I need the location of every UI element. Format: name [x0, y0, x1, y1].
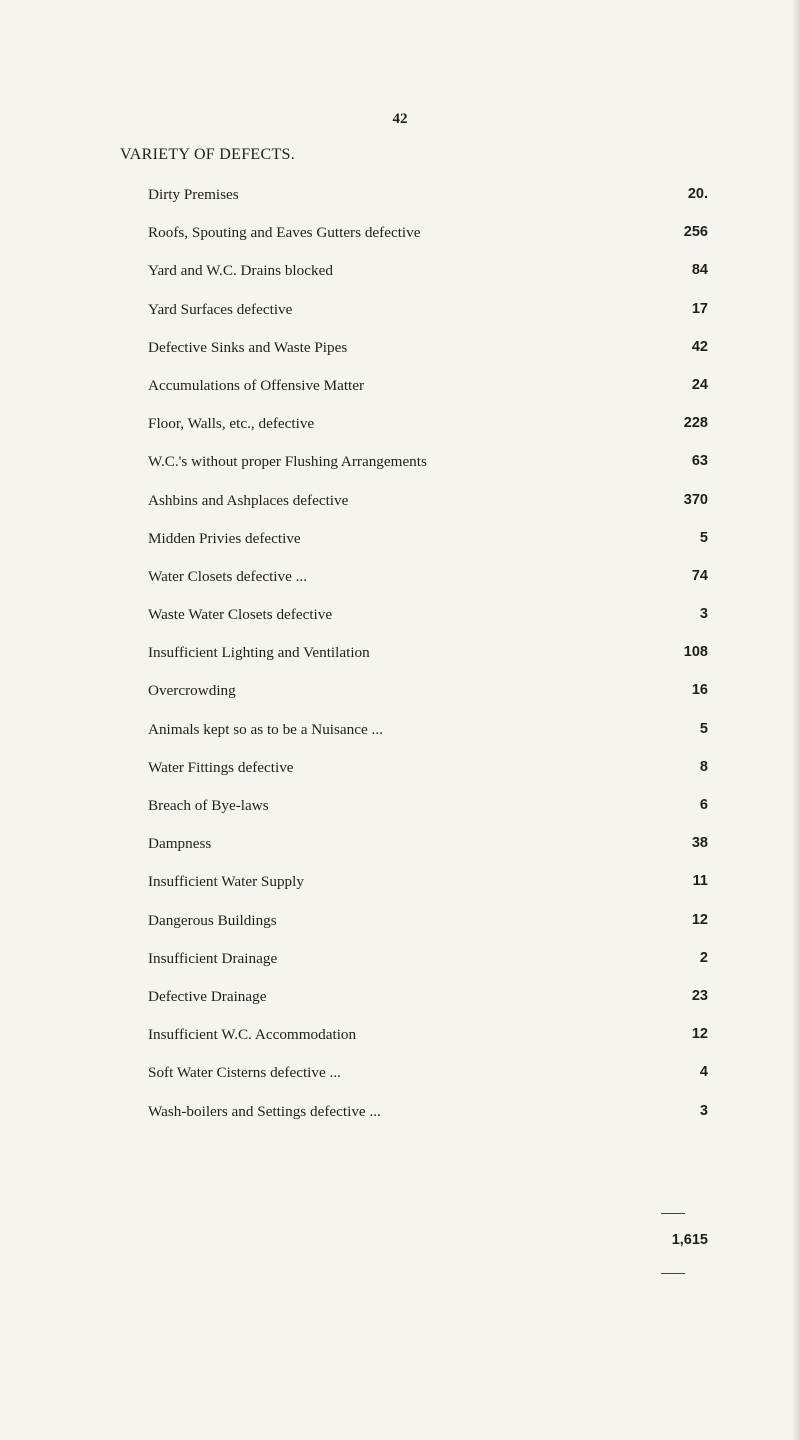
defect-count: 256: [683, 224, 708, 241]
defect-row: [148, 224, 708, 262]
defect-label: Defective Sinks and Waste Pipes: [148, 338, 348, 356]
defect-count: 108: [683, 644, 708, 661]
defect-row: [148, 453, 708, 491]
defect-row: [148, 759, 708, 797]
defect-count: 84: [691, 262, 708, 279]
defect-label: Ashbins and Ashplaces defective: [148, 491, 349, 509]
defect-count: 42: [691, 338, 708, 355]
defect-label: Water Closets defective ...: [148, 567, 308, 585]
defect-row: [148, 873, 708, 911]
defect-row: [148, 186, 708, 224]
defect-row: [148, 644, 708, 682]
defect-count: 17: [691, 300, 708, 317]
defect-label: Animals kept so as to be a Nuisance ...: [148, 720, 383, 738]
defect-row: [148, 492, 708, 530]
defect-row: [148, 682, 708, 720]
page-edge-shadow: [792, 0, 800, 1440]
defect-row: [148, 1103, 708, 1141]
defect-count: 12: [691, 911, 708, 928]
total-rule-top: [661, 1213, 685, 1214]
defect-label: Insufficient Drainage: [148, 949, 278, 967]
defect-count: 2: [699, 949, 708, 966]
defect-count: 228: [683, 415, 708, 432]
defect-count: 3: [699, 1102, 708, 1119]
defect-count: 6: [699, 797, 708, 813]
defect-count: 3: [699, 606, 708, 623]
defect-row: [148, 301, 708, 339]
total-rule-bottom: [661, 1273, 685, 1274]
defect-label: Overcrowding: [148, 682, 236, 700]
page-number: 42: [392, 111, 408, 127]
section-title: VARIETY OF DEFECTS.: [120, 146, 296, 163]
defect-label: Dirty Premises: [148, 186, 239, 203]
defect-row: [148, 950, 708, 988]
defect-row: [148, 606, 708, 644]
defect-count: 24: [691, 376, 708, 393]
defect-count: 8: [699, 758, 708, 775]
defect-label: Yard Surfaces defective: [148, 300, 293, 318]
defect-row: [148, 797, 708, 835]
defect-count: 16: [691, 682, 708, 699]
defect-count: 63: [691, 453, 708, 470]
defect-count: 5: [699, 720, 708, 737]
defect-label: Water Fittings defective: [148, 758, 294, 776]
defect-label: Wash-boilers and Settings defective ...: [148, 1102, 381, 1120]
defect-label: Insufficient Water Supply: [148, 873, 304, 891]
defect-label: Soft Water Cisterns defective ...: [148, 1064, 341, 1082]
defects-list: [148, 186, 708, 1141]
defect-row: [148, 1026, 708, 1064]
defect-count: 12: [691, 1026, 708, 1043]
defect-label: Insufficient W.C. Accommodation: [148, 1026, 357, 1044]
defect-label: Breach of Bye-laws: [148, 797, 269, 814]
defect-label: Defective Drainage: [148, 987, 267, 1005]
defect-row: [148, 339, 708, 377]
defect-count: 370: [683, 491, 708, 508]
defect-row: [148, 568, 708, 606]
defect-row: [148, 377, 708, 415]
defect-label: Roofs, Spouting and Eaves Gutters defective: [148, 224, 421, 242]
defect-count: 23: [691, 987, 708, 1004]
defect-count: 5: [699, 529, 708, 546]
defect-count: 4: [699, 1064, 708, 1081]
defect-label: Midden Privies defective: [148, 529, 301, 547]
defect-label: Yard and W.C. Drains blocked: [148, 262, 333, 280]
defect-row: [148, 912, 708, 950]
defect-count: 11: [692, 873, 708, 890]
defect-count: 74: [691, 567, 708, 584]
defect-row: [148, 530, 708, 568]
defect-label: Accumulations of Offensive Matter: [148, 376, 365, 394]
defect-row: [148, 721, 708, 759]
defect-count: 20.: [687, 186, 708, 202]
total-value: 1,615: [671, 1232, 708, 1248]
defect-label: Insufficient Lighting and Ventilation: [148, 644, 370, 662]
defect-row: [148, 988, 708, 1026]
defect-row: [148, 415, 708, 453]
defect-row: [148, 262, 708, 300]
defect-count: 38: [691, 835, 708, 852]
defect-label: Floor, Walls, etc., defective: [148, 415, 315, 433]
defect-label: Dangerous Buildings: [148, 911, 277, 929]
defect-row: [148, 1064, 708, 1102]
defect-label: Dampness: [148, 835, 212, 853]
defect-row: [148, 835, 708, 873]
defect-label: Waste Water Closets defective: [148, 606, 333, 624]
defect-label: W.C.'s without proper Flushing Arrangements: [148, 453, 427, 471]
